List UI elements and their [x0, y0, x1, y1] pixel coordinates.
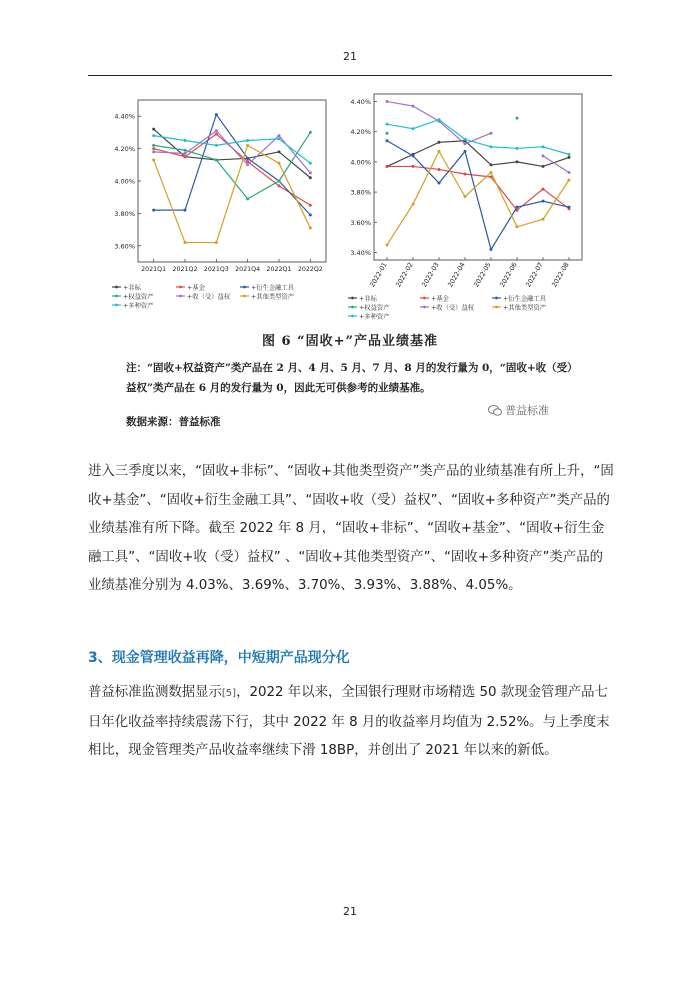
figure-note: 注：“固收+权益资产”类产品在 2 月、4 月、5 月、7 月、8 月的发行量为 0，“固收+收（受）益权”类产品在 6 月的发行量为 0，因此无可供参考的业绩基准。 — [126, 362, 578, 394]
legend-label: +非标 — [123, 284, 141, 292]
section-heading: 3、现金管理收益再降，中短期产品现分化 — [88, 650, 350, 666]
legend-marker — [351, 315, 354, 318]
x-tick-label: 2022-03 — [420, 261, 441, 289]
x-tick-label: 2021Q1 — [141, 266, 167, 273]
legend-marker — [115, 286, 118, 289]
y-tick-label: 4.40% — [350, 98, 371, 107]
legend-marker — [243, 295, 246, 298]
x-tick-label: 2022-04 — [446, 261, 467, 289]
x-tick-label: 2021Q4 — [235, 266, 261, 273]
paragraph-text-rest: ，2022 年以来，全国银行理财市场精选 50 款现金管理产品七日年化收益率持续震荡下行，其中 2022 年 8 月的收益率月均值为 2.52%。与上季度末相比，现金管理类产品收益率继续下滑 18BP，并创出了 2021 年以来的新低。 — [88, 685, 610, 758]
page-number-bottom: 21 — [343, 905, 357, 918]
legend-marker — [115, 295, 118, 298]
legend-label: +收（受）益权 — [187, 293, 231, 301]
series-line — [154, 115, 311, 215]
legend-marker — [495, 306, 498, 309]
legend-marker — [423, 297, 426, 300]
series-line — [387, 102, 491, 144]
legend-marker — [423, 306, 426, 309]
figure-title: 图 6 “固收+”产品业绩基准 — [262, 334, 438, 349]
legend-marker — [179, 295, 182, 298]
y-tick-label: 3.80% — [350, 188, 371, 197]
y-tick-label: 3.40% — [350, 248, 371, 257]
legend-label: +其他类型资产 — [503, 304, 547, 312]
y-tick-label: 4.40% — [114, 112, 135, 121]
watermark-text: 普益标准 — [505, 404, 549, 417]
legend-label: +多种资产 — [359, 313, 390, 321]
legend-label: +非标 — [359, 295, 377, 303]
x-tick-label: 2022-07 — [524, 261, 545, 289]
paragraph-text-start: 普益标准监测数据显示 — [88, 685, 222, 700]
x-tick-label: 2022-02 — [394, 261, 415, 289]
reference-link[interactable]: [5] — [221, 688, 237, 699]
data-point — [386, 132, 389, 135]
legend-label: +基金 — [187, 284, 205, 292]
y-tick-label: 3.60% — [350, 218, 371, 227]
x-tick-label: 2021Q2 — [172, 266, 198, 273]
legend-label: +基金 — [431, 295, 449, 303]
legend-marker — [243, 286, 246, 289]
y-tick-label: 4.20% — [350, 128, 371, 137]
legend-label: +衍生金融工具 — [251, 284, 295, 292]
x-tick-label: 2022-08 — [550, 261, 571, 289]
paragraph-cash-management — [88, 679, 616, 766]
x-tick-label: 2022Q1 — [266, 266, 292, 273]
x-tick-label: 2022Q2 — [297, 266, 323, 273]
data-point — [516, 117, 519, 120]
y-tick-label: 4.00% — [350, 158, 371, 167]
legend-marker — [351, 297, 354, 300]
figure-source: 数据来源：普益标准 — [126, 416, 221, 428]
x-tick-label: 2022-06 — [498, 261, 519, 289]
page-number-top: 21 — [343, 50, 357, 63]
legend-marker — [115, 304, 118, 307]
watermark — [488, 402, 549, 418]
series-line — [387, 141, 569, 167]
legend-marker — [495, 297, 498, 300]
series-line — [387, 141, 569, 250]
y-tick-label: 3.60% — [114, 242, 135, 251]
y-tick-label: 4.00% — [114, 177, 135, 186]
x-tick-label: 2021Q3 — [203, 266, 229, 273]
y-tick-label: 4.20% — [114, 145, 135, 154]
legend-marker — [351, 306, 354, 309]
x-tick-label: 2022-05 — [472, 261, 493, 289]
plot-frame — [374, 94, 582, 260]
legend-label: +衍生金融工具 — [503, 295, 547, 303]
series-line — [387, 120, 569, 155]
wechat-icon — [488, 405, 502, 416]
legend-label: +多种资产 — [123, 302, 154, 310]
header-rule — [88, 75, 612, 76]
legend-label: +权益资产 — [123, 293, 154, 301]
x-tick-label: 2022-01 — [368, 261, 389, 289]
legend-label: +收（受）益权 — [431, 304, 475, 312]
plot-frame — [138, 100, 326, 262]
paragraph-benchmark-summary: 进入三季度以来，“固收+非标”、“固收+其他类型资产”类产品的业绩基准有所上升，“固收+基金”、“固收+衍生金融工具”、“固收+收（受）益权”、“固收+多种资产”类产品的业绩基准有所下降。截至 2022 年 8 月，“固收+非标”、“固收+基金”、“固收+衍生金融工具”、“固收+收（受）益权” 、“固收+其他类型资产”、“固收+多种资产”类产品的业绩基准分别为 4.03%、3.69%、3.70%、3.93%、3.88%、4.05%。 — [88, 464, 614, 593]
legend-label: +其他类型资产 — [251, 293, 295, 301]
legend-label: +权益资产 — [359, 304, 390, 312]
figure-6 — [108, 92, 592, 430]
y-tick-label: 3.80% — [114, 209, 135, 218]
series-line — [154, 145, 311, 242]
legend-marker — [179, 286, 182, 289]
